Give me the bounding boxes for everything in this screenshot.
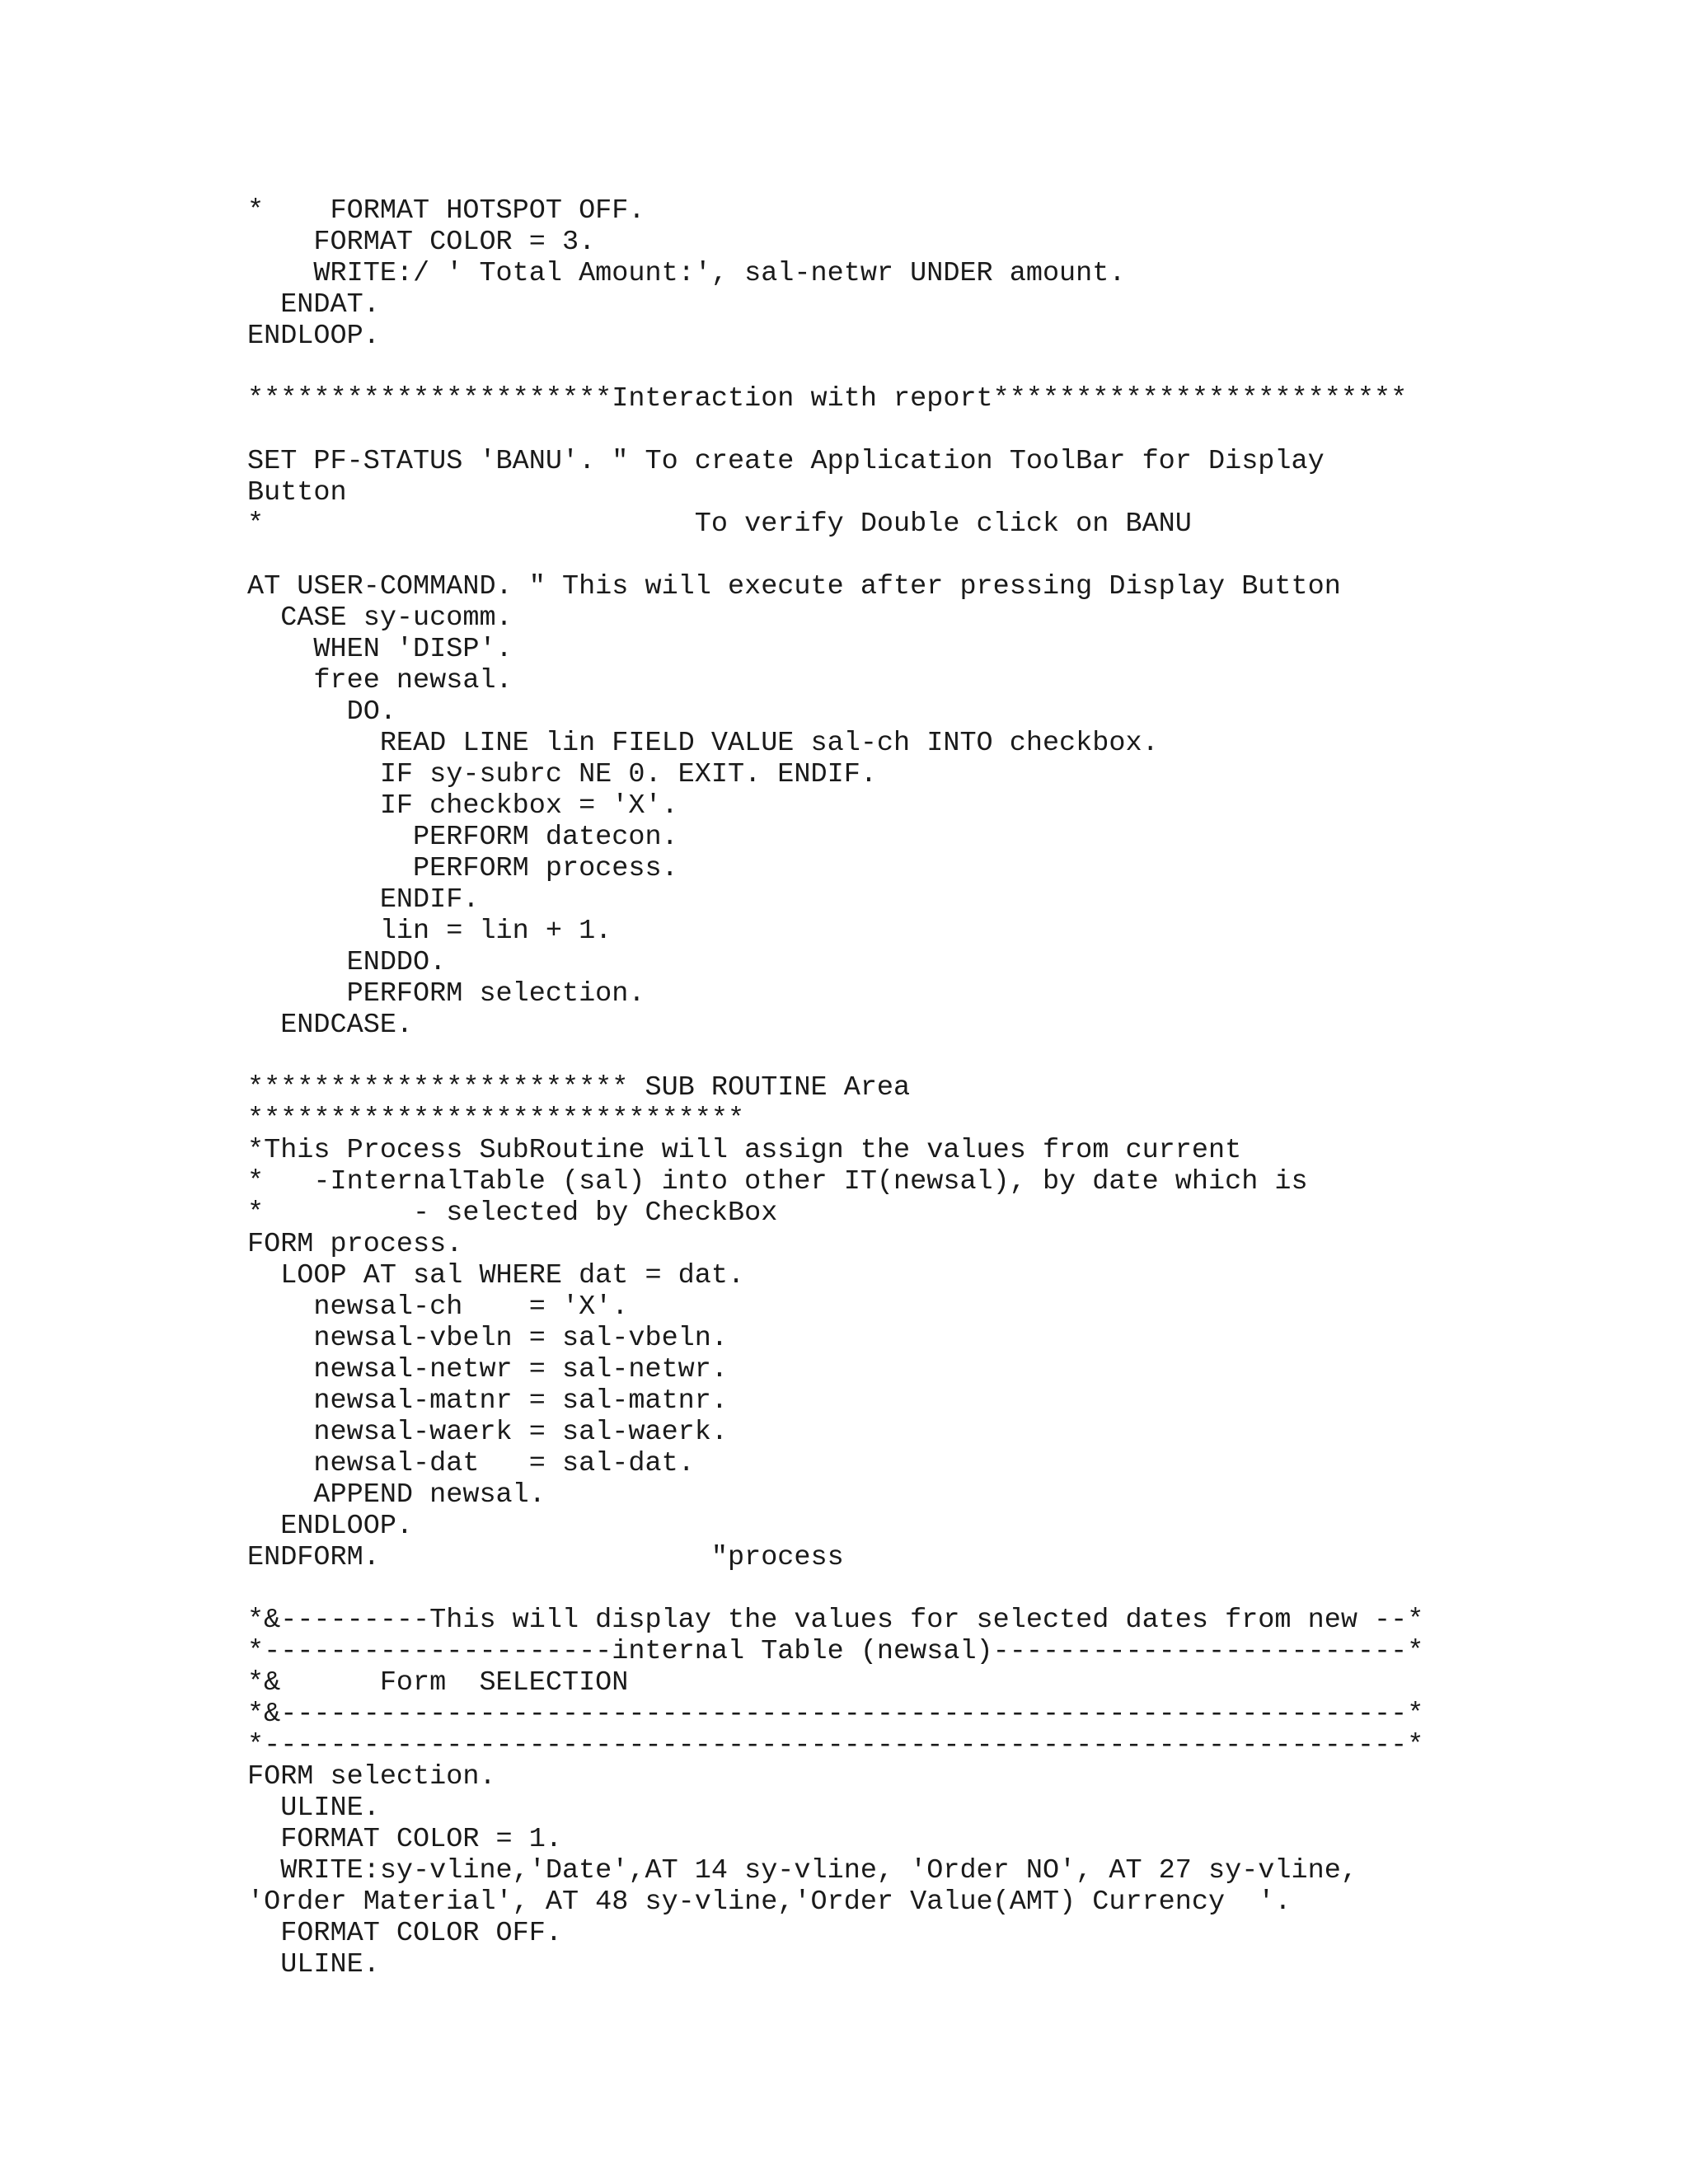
code-line: free newsal.: [247, 665, 513, 696]
code-line: *&--------------------------------------------------------------------*: [247, 1699, 1424, 1730]
code-line: ENDAT.: [247, 289, 380, 321]
code-line: FORM selection.: [247, 1761, 496, 1793]
code-line: APPEND newsal.: [247, 1479, 546, 1511]
code-line: *********************** SUB ROUTINE Area: [247, 1072, 911, 1104]
code-line: WHEN 'DISP'.: [247, 634, 513, 665]
code-line: WRITE:/ ' Total Amount:', sal-netwr UNDER amount.: [247, 258, 1126, 289]
code-line: * FORMAT HOTSPOT OFF.: [247, 195, 645, 227]
code-line: AT USER-COMMAND. " This will execute after pressing Display Button: [247, 571, 1341, 602]
code-line: * -InternalTable (sal) into other IT(newsal), by date which is: [247, 1166, 1308, 1197]
code-line: 'Order Material', AT 48 sy-vline,'Order Value(AMT) Currency '.: [247, 1886, 1292, 1918]
code-line: ENDCASE.: [247, 1010, 414, 1041]
code-line: [247, 415, 1665, 446]
code-line: FORMAT COLOR = 3.: [247, 227, 596, 258]
code-line: *&---------This will display the values for selected dates from new --*: [247, 1605, 1424, 1636]
code-line: [247, 540, 1665, 571]
code-line: ULINE.: [247, 1793, 380, 1824]
code-line: ENDLOOP.: [247, 1511, 414, 1542]
code-line: PERFORM datecon.: [247, 822, 678, 853]
code-line: [247, 1041, 1665, 1072]
code-line: * To verify Double click on BANU: [247, 509, 1192, 540]
code-line: ENDLOOP.: [247, 321, 380, 352]
code-line: ENDDO.: [247, 947, 447, 978]
code-line: [247, 1573, 1665, 1605]
code-line: ENDFORM. "process: [247, 1542, 844, 1573]
code-line: lin = lin + 1.: [247, 916, 612, 947]
code-line: *& Form SELECTION: [247, 1667, 629, 1699]
code-line: CASE sy-ucomm.: [247, 602, 513, 634]
code-line: WRITE:sy-vline,'Date',AT 14 sy-vline, 'Order NO', AT 27 sy-vline,: [247, 1855, 1357, 1886]
code-line: newsal-netwr = sal-netwr.: [247, 1354, 728, 1385]
code-line: Button: [247, 477, 347, 509]
code-line: newsal-waerk = sal-waerk.: [247, 1417, 728, 1448]
code-line: READ LINE lin FIELD VALUE sal-ch INTO checkbox.: [247, 728, 1159, 759]
code-line: newsal-matnr = sal-matnr.: [247, 1385, 728, 1417]
code-line: newsal-dat = sal-dat.: [247, 1448, 695, 1479]
code-line: SET PF-STATUS 'BANU'. " To create Application ToolBar for Display: [247, 446, 1325, 477]
code-line: *This Process SubRoutine will assign the values from current: [247, 1135, 1242, 1166]
code-line: *---------------------internal Table (newsal)-------------------------*: [247, 1636, 1424, 1667]
code-line: FORMAT COLOR OFF.: [247, 1918, 562, 1949]
code-line: DO.: [247, 696, 396, 728]
code-line: IF sy-subrc NE 0. EXIT. ENDIF.: [247, 759, 877, 790]
code-line: ULINE.: [247, 1949, 380, 1980]
code-line: **********************Interaction with report*************************: [247, 383, 1408, 415]
code-listing: [247, 195, 1665, 1980]
code-line: newsal-ch = 'X'.: [247, 1291, 629, 1323]
code-line: LOOP AT sal WHERE dat = dat.: [247, 1260, 745, 1291]
code-line: * - selected by CheckBox: [247, 1197, 778, 1229]
code-line: PERFORM selection.: [247, 978, 645, 1010]
code-line: IF checkbox = 'X'.: [247, 790, 678, 822]
code-line: FORM process.: [247, 1229, 463, 1260]
code-line: newsal-vbeln = sal-vbeln.: [247, 1323, 728, 1354]
code-line: ******************************: [247, 1104, 745, 1135]
code-line: PERFORM process.: [247, 853, 678, 884]
code-line: ENDIF.: [247, 884, 480, 916]
code-line: [247, 352, 1665, 383]
code-line: *---------------------------------------------------------------------*: [247, 1730, 1424, 1761]
code-line: FORMAT COLOR = 1.: [247, 1824, 562, 1855]
